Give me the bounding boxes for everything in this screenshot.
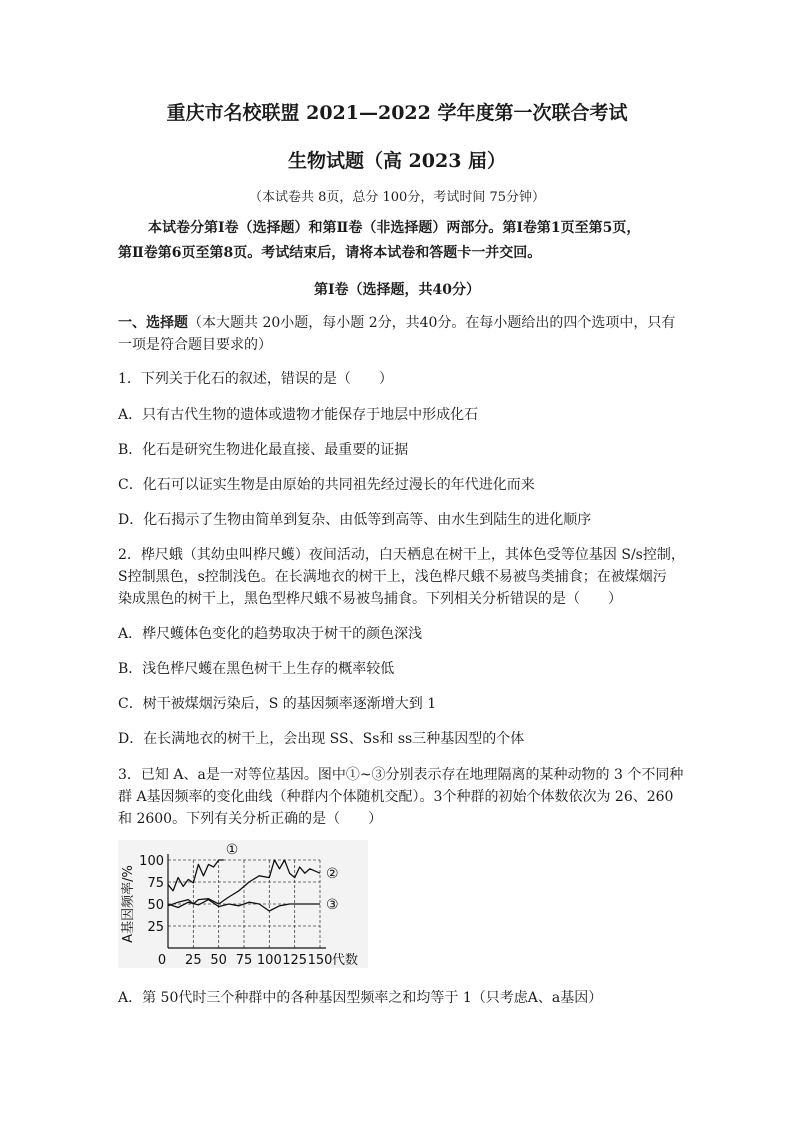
y-tick-label: 25 (147, 920, 164, 935)
series-label-1: ① (225, 842, 239, 858)
section-line-1 (118, 315, 675, 331)
question-1-option-c: C．化石可以证实生物是由原始的共同祖先经过漫长的年代进化而来 (118, 477, 535, 493)
question-3-option-a: A．第 50代时三个种群中的各种基因型频率之和均等于 1（只考虑A、a基因） (118, 990, 603, 1006)
intro-line-1: 本试卷分第Ⅰ卷（选择题）和第Ⅱ卷（非选择题）两部分。第Ⅰ卷第1页至第5页， (148, 220, 641, 236)
page-title: 重庆市名校联盟 2021—2022 学年度第一次联合考试 (166, 102, 628, 124)
y-tick-label: 50 (147, 898, 164, 913)
section-desc: （本大题共 20小题，每小题 2分，共40分。在每小题给出的四个选项中，只有 (188, 315, 676, 331)
y-tick-label: 75 (147, 876, 164, 891)
question-2-stem-line-2: S控制黑色，s控制浅色。在长满地衣的树干上，浅色桦尺蛾不易被鸟类捕食；在被煤烟污 (118, 569, 667, 585)
question-1-option-d: D．化石揭示了生物由简单到复杂、由低等到高等、由水生到陆生的进化顺序 (118, 512, 592, 528)
x-tick-label: 75 (235, 953, 253, 968)
x-tick-label: 50 (210, 953, 227, 968)
x-tick-label: 25 (185, 953, 202, 968)
x-tick-label: 0 (157, 953, 167, 968)
question-2-option-a: A．桦尺蠖体色变化的趋势取决于树干的颜色深浅 (118, 626, 423, 642)
x-tick-label: 150 (307, 953, 333, 968)
intro-line-2: 第Ⅱ卷第6页至第8页。考试结束后，请将本试卷和答题卡一并交回。 (118, 245, 542, 261)
page-subtitle: 生物试题（高 2023 届） (287, 150, 507, 172)
question-2-option-d: D．在长满地衣的树干上，会出现 SS、Ss和 ss三种基因型的个体 (118, 731, 525, 747)
exam-note: （本试卷共 8页，总分 100分，考试时间 75分钟） (248, 190, 546, 205)
question-1-stem: 1．下列关于化石的叙述，错误的是（ ） (118, 371, 393, 387)
section-line-2: 一项是符合题目要求的） (118, 337, 272, 353)
part-heading: 第Ⅰ卷（选择题，共40分） (313, 282, 481, 298)
question-3-stem-line-2: 群 A基因频率的变化曲线（种群内个体随机交配）。3个种群的初始个体数依次为 26、260 (118, 789, 674, 805)
question-2-option-b: B．浅色桦尺蠖在黑色树干上生存的概率较低 (118, 661, 395, 677)
series-label-3: ③ (326, 897, 339, 913)
series-label-2: ② (326, 866, 339, 883)
allele-frequency-chart (118, 840, 368, 968)
x-axis-label: 代数 (332, 953, 359, 968)
question-2-stem-line-3: 染成黑色的树干上，黑色型桦尺蛾不易被鸟捕食。下列相关分析错误的是（ ） (118, 591, 622, 607)
question-1-option-a: A．只有古代生物的遗体或遗物才能保存于地层中形成化石 (118, 407, 479, 423)
y-axis-label: A基因频率/% (121, 865, 136, 943)
section-title: 一、选择题 (118, 315, 188, 331)
question-3-stem-line-1: 3．已知 A、a是一对等位基因。图中①~③分别表示存在地理隔离的某种动物的 3 个不同种 (118, 767, 684, 783)
x-tick-label: 100 (256, 953, 282, 968)
x-tick-label: 125 (282, 953, 308, 968)
question-2-stem-line-1: 2．桦尺蛾（其幼虫叫桦尺蠖）夜间活动，白天栖息在树干上，其体色受等位基因 S/s控制， (118, 547, 685, 563)
question-2-option-c: C．树干被煤烟污染后，S 的基因频率逐渐增大到 1 (118, 696, 437, 712)
question-1-option-b: B．化石是研究生物进化最直接、最重要的证据 (118, 442, 409, 458)
y-tick-label: 100 (139, 854, 164, 869)
question-3-stem-line-3: 和 2600。下列有关分析正确的是（ ） (118, 811, 383, 827)
